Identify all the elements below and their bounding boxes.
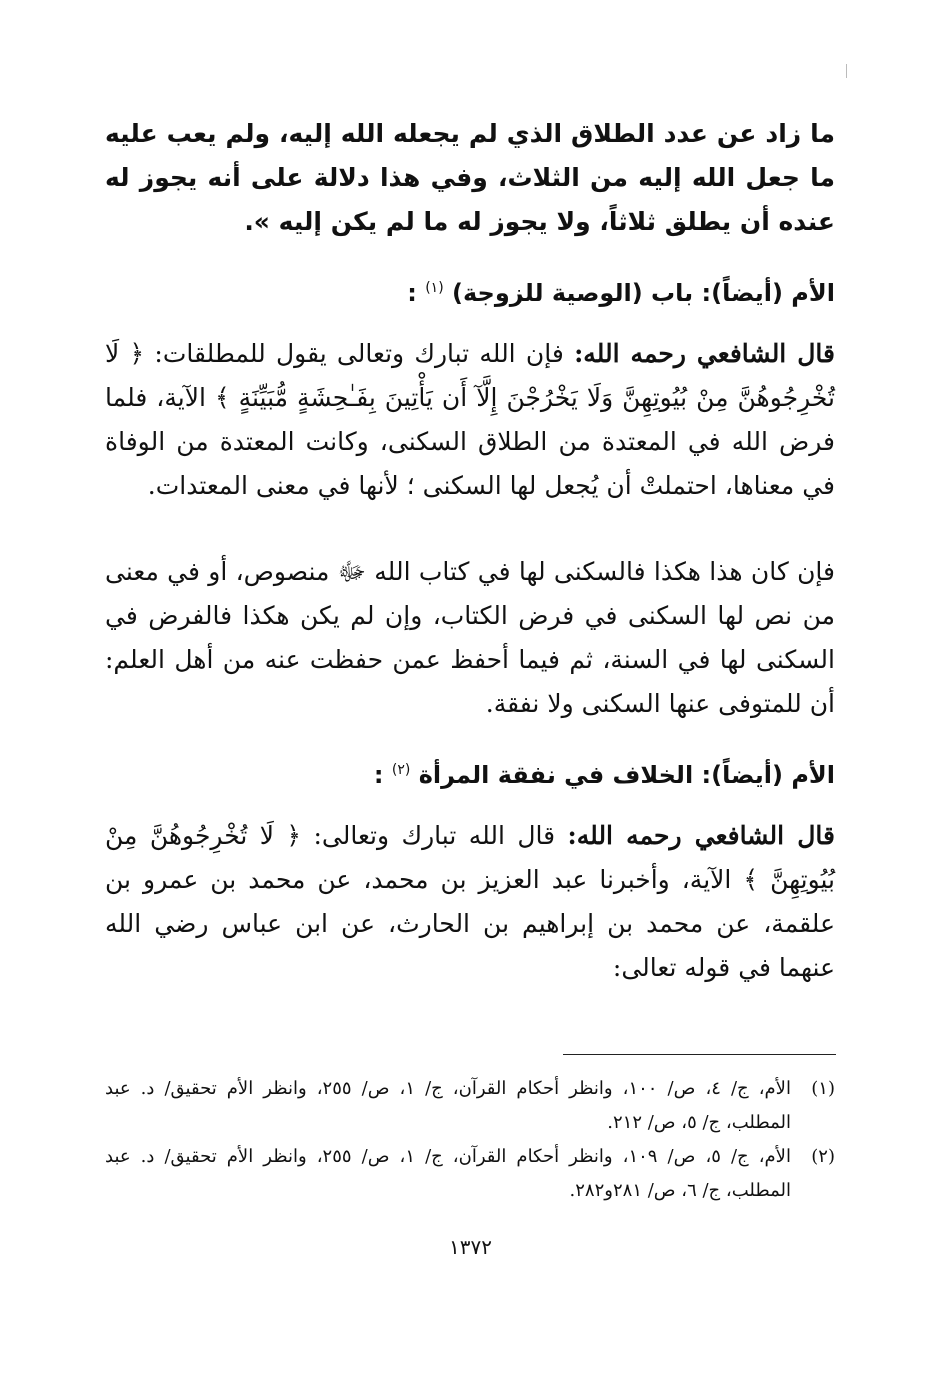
footnote-number: (٢) [811,1146,835,1167]
paragraph-text: فإن الله تبارك وتعالى يقول للمطلقات: [144,339,564,368]
quran-verse: ﴿ لَا تُخْرِجُوهُنَّ مِنْ بُيُوتِهِنَّ وَلَا يَخْرُجْنَ إِلَّآ أَن يَأْتِينَ بِفَـٰحِشَةٍ مُّبَيِّنَةٍ ﴾ [105,339,835,412]
section-heading-wasiyya [105,268,835,313]
paragraph-text: قال الله تبارك وتعالى: [301,821,556,850]
page-number: ١٣٧٢ [449,1235,492,1259]
paragraph-lead: قال الشافعي رحمه الله: [567,821,835,850]
scan-mark [846,64,847,78]
heading-text: الأم (أيضاً): باب (الوصية للزوجة) [452,279,835,307]
footnote-ref-1: (١) [425,280,444,296]
heading-text: الأم (أيضاً): الخلاف في نفقة المرأة [418,761,835,789]
paragraph-shafii-2 [105,814,835,990]
footnote-2 [105,1140,835,1208]
heading-colon: : [373,761,384,789]
footnote-divider [563,1054,836,1055]
paragraph-text: الآية، وأخبرنا عبد العزيز بن محمد، عن محمد بن عمرو بن علقمة، عن محمد بن إبراهيم بن الحارث، عن ابن عباس رضي الله عنهما في قوله تعالى: [105,865,835,982]
heading-colon: : [407,279,417,307]
footnote-number: (١) [811,1078,835,1099]
section-heading-nafaqa [105,750,835,795]
paragraph-text: الآية، فلما فرض الله في المعتدة من الطلاق السكنى، وكانت المعتدة من الوفاة في معناها، احتملتْ أن يُجعل لها السكنى ؛ لأنها في معنى المعتدات. [105,383,835,500]
footnote-text: الأم، ج/ ٥، ص/ ١٠٩، وانظر أحكام القرآن، ج/ ١، ص/ ٢٥٥، وانظر الأم تحقيق/ د. عبد المطلب، ج/ ٦، ص/ ٢٨١و٢٨٢. [105,1146,791,1201]
paragraph-lead: قال الشافعي رحمه الله: [574,339,835,368]
paragraph-sukna: فإن كان هذا هكذا فالسكنى لها في كتاب الله ﷻ منصوص، أو في معنى من نص لها السكنى في فرض الكتاب، وإن لم يكن هكذا فالفرض في السكنى لها في السنة، ثم فيما أحفظ عمن حفظت عنه من أهل العلم: أن للمتوفى عنها السكنى ولا نفقة. [105,557,835,718]
paragraph-shafii-1 [105,332,835,508]
footnote-text: الأم، ج/ ٤، ص/ ١٠٠، وانظر أحكام القرآن، ج/ ١، ص/ ٢٥٥، وانظر الأم تحقيق/ د. عبد المطلب، ج/ ٥، ص/ ٢١٢. [105,1078,791,1133]
footnote-ref-2: (٢) [391,762,411,778]
footnotes [105,1072,835,1208]
footnote-1 [105,1072,835,1140]
quran-verse: ﴿ لَا تُخْرِجُوهُنَّ مِنْ بُيُوتِهِنَّ ﴾ [105,821,836,894]
paragraph-continuation: ما زاد عن عدد الطلاق الذي لم يجعله الله إليه، ولم يعب عليه ما جعل الله إليه من الثلاث، وفي هذا دلالة على أنه يجوز له عنده أن يطلق ثلاثاً، ولا يجوز له ما لم يكن إليه ». [105,119,835,236]
